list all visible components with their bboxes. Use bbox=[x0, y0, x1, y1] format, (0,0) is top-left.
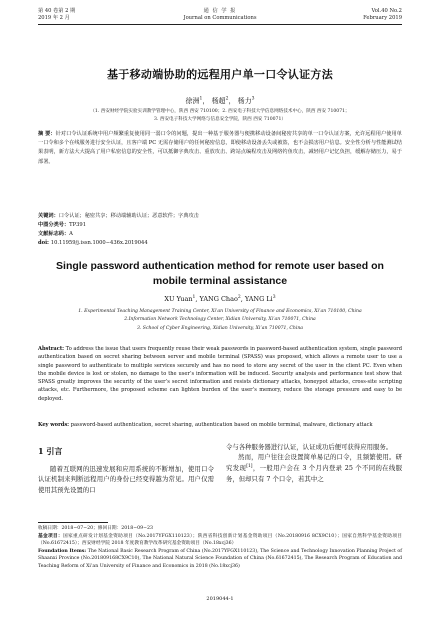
doi-value[interactable]: 10.11959/j.issn.1000−436x.2019044 bbox=[50, 240, 148, 246]
affiliation-line: （1. 西安财经学院实验实训教学管理中心，陕西 西安 710100；2. 西安电子科技大学信息网络技术中心，陕西 西安 710071； bbox=[90, 109, 350, 114]
author-affil-mark: 2 bbox=[225, 96, 229, 102]
funding-en bbox=[38, 548, 402, 571]
affiliation-line: 3. School of Cyber Engineering, Xidian University, Xi’an 710071, China bbox=[136, 325, 304, 331]
funding-label-en: Foundation Items: bbox=[38, 548, 87, 554]
author-list-cn: 徐洲$^1$， 杨超$^2$， 杨力$^3$ bbox=[185, 96, 255, 105]
keywords-text-en: password-based authentication, secret sharing, authentication based on mobile terminal, malware, dictionary attack bbox=[70, 422, 373, 428]
doi bbox=[38, 239, 402, 247]
volume-issue: 第 40 卷第 2 期 bbox=[38, 8, 76, 14]
clc-number bbox=[38, 221, 402, 229]
clc-value: TP391 bbox=[69, 222, 86, 228]
author-name: YANG Li bbox=[244, 295, 273, 304]
abstract-label-cn: 摘 要： bbox=[38, 131, 56, 137]
funding-text-en: The National Basic Research Program of China (No.2017YFGX110123), The Science and Technology Innovation Planning Project of Shaanxi Province (No.201809168CX9C10), The National Natural Science Foundation of China (No.61672415), The Research Program of Education and Teaching Reform of Xi’an University of Finance and Economics in 2018 (No.18xcj36) bbox=[38, 548, 402, 569]
footnote-rule bbox=[38, 522, 108, 523]
clc-label: 中图分类号： bbox=[38, 222, 70, 228]
author-list-en: XU Yuan$^1$, YANG Chao$^2$, YANG Li$^3$ bbox=[164, 295, 276, 304]
abstract-label-en: Abstract: bbox=[38, 346, 65, 352]
author-affil-mark: 3 bbox=[272, 295, 276, 300]
author-name: 杨超 bbox=[211, 97, 226, 105]
affiliation-line: 1. Experimental Teaching Management Training Center, Xi’an University of Finance and Economics, Xi’an 710100, China bbox=[78, 309, 362, 314]
author-affil-mark: 3 bbox=[251, 96, 255, 102]
doccode-value: A bbox=[69, 231, 73, 237]
author-name: 杨力 bbox=[237, 97, 252, 105]
keywords-en bbox=[38, 421, 402, 429]
journal-name-en: Journal on Communications bbox=[183, 15, 257, 21]
abstract-text-en: To address the issue that users frequently reuse their weak passwords in password-based authentication system, single password authentication based on secret sharing between server and mobile terminal (SPASS) was proposed, which allows a remote user to use a single password to authenticate to multiple services securely and has no need to store any secret of the user in the client PC. Even when the mobile device is lost or stolen, no damage to the user’s information will be induced. Security analysis and performance test show that SPASS greatly improves the security of the user’s secret information and resists dictionary attacks, honeypot attacks, cross-site scripting attacks, etc. Furthermore, the proposed scheme can lighten burden of the user’s memory, reduce the storage pressure and easy to be deployed. bbox=[38, 346, 402, 402]
abstract-text-cn: 针对口令认证系统中用户频繁重复使用同一弱口令的问题，提出一种基于服务器与便携移动设备间秘密共享的单一口令认证方案，允许远程用户使用单一口令和多个在线服务进行安全认证，且客户端 PC 无需存储用户的任何秘密信息，即使移动设备丢失或被盗，也不会损害用户信息。安全性分析与性能测试结果表明，新方法大大提高了用户私密信息的安全性，可以抵御字典攻击、重放攻击、跨站点编程攻击及网络钓鱼攻击，减轻用户记忆负担，缓解存储压力，易于部署。 bbox=[38, 131, 402, 165]
received-dates: 收稿日期：2018−07−20；修回日期：2018−09−23 bbox=[38, 526, 153, 531]
author-name: YANG Chao bbox=[199, 295, 238, 304]
funding-label-cn: 基金项目： bbox=[38, 533, 64, 539]
body-column-right bbox=[226, 442, 402, 484]
keywords-cn bbox=[38, 212, 402, 220]
doi-label: doi: bbox=[38, 240, 51, 246]
journal-name-cn: 通 信 学 报 bbox=[203, 8, 237, 14]
paper-title-en: Single password authentication method for remote user based on mobile terminal assistance bbox=[56, 260, 384, 287]
author-affil-mark: 1 bbox=[199, 96, 203, 102]
section-heading-intro: 1 引言 bbox=[38, 446, 63, 456]
doccode-label: 文献标志码： bbox=[38, 231, 70, 237]
body-paragraph: 令与各种服务器进行认证，认证成功后便可获得应用服务。 bbox=[226, 443, 393, 451]
author-name: XU Yuan bbox=[164, 295, 193, 304]
keywords-label-en: Key words: bbox=[38, 422, 70, 428]
abstract-cn bbox=[38, 130, 402, 167]
affiliation-line: 2.Information Network Technology Center, Xidian University, Xi’an 710071, China bbox=[124, 317, 316, 323]
affiliations-en bbox=[50, 308, 390, 333]
funding-text-cn: 国家重点研发计划基金资助项目（No.2017YFGX110123）；陕西省科技创新计划基金资助项目（No.20180916 8CX9C10）；国家自然科学基金资助项目（No.61672415）；西安财经学院 2018 年度教育教学改革研究基金资助项目（No.18xcj36） bbox=[38, 533, 402, 547]
funding-cn bbox=[38, 533, 402, 548]
issue-date-en: February 2019 bbox=[363, 15, 402, 21]
body-column-left bbox=[38, 442, 214, 495]
header-rule bbox=[38, 24, 402, 25]
document-code bbox=[38, 230, 402, 238]
running-header-right bbox=[363, 8, 402, 22]
citation-ref[interactable]: [1] bbox=[246, 464, 253, 470]
footnote bbox=[38, 525, 402, 571]
issue-date-cn: 2019 年 2 月 bbox=[38, 15, 70, 21]
volume-issue-en: Vol.40 No.2 bbox=[371, 8, 402, 14]
affiliation-line: 3. 西安电子科技大学网络与信息安全学院，陕西 西安 710071） bbox=[154, 117, 286, 122]
paper-title-cn: 基于移动端协助的远程用户单一口令认证方法 bbox=[107, 68, 333, 81]
abstract-en bbox=[38, 345, 402, 403]
keywords-text-cn: 口令认证；秘密共享；移动端辅助认证；恶意软件；字典攻击 bbox=[58, 213, 199, 219]
keywords-label-cn: 关键词： bbox=[38, 213, 59, 219]
page-number: 2019044-1 bbox=[206, 596, 234, 602]
body-paragraph: 然而，用户往往会设置简单易记的口令，且频繁使用。研究发现[1]，一般用户会在 3 个月内登录 25 个不同的在线服务，但却只有 7 个口令，若其中之 bbox=[226, 453, 403, 483]
author-affil-mark: 2 bbox=[237, 295, 241, 300]
author-affil-mark: 1 bbox=[192, 295, 196, 300]
author-name: 徐洲 bbox=[185, 97, 200, 105]
body-paragraph: 随着互联网的迅速发展和应用系统的不断增加，使用口令认证机制来判断远程用户的身份已经变得越为常见。用户仅需使用其预先设置的口 bbox=[38, 465, 214, 494]
affiliations-cn bbox=[50, 108, 390, 124]
